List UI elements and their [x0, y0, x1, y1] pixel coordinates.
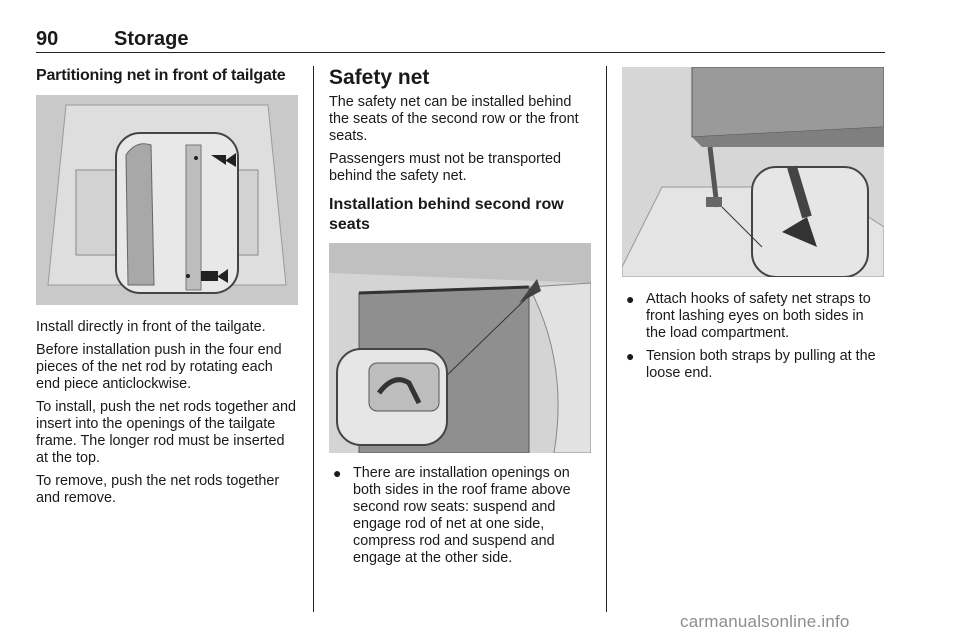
page-header — [36, 26, 885, 53]
list-item — [622, 348, 886, 382]
paragraph: Install directly in front of the tailgate. — [36, 319, 266, 335]
left-column — [36, 67, 300, 513]
bullet-icon: ● — [333, 465, 342, 481]
bullet-icon: ● — [626, 291, 635, 307]
paragraph: To install, push the net rods together and insert into the openings of the tailgate frame. The longer rod must be inserted at the top. — [36, 399, 297, 466]
list-item-text: Tension both straps by pulling at the loose end. — [646, 348, 876, 381]
page-number: 90 — [36, 28, 59, 50]
paragraph: Passengers must not be transported behind the safety net. — [329, 151, 561, 184]
paragraph: Before installation push in the four end pieces of the net rod by rotating each end piece anticlockwise. — [36, 342, 282, 392]
section-title-safety-net: Safety net — [329, 66, 430, 89]
list-item-text: Attach hooks of safety net straps to front lashing eyes on both sides in the load compartment. — [646, 291, 871, 341]
tailgate-illustration — [36, 95, 298, 305]
safety-net-illustration — [329, 243, 591, 453]
bullet-list — [329, 465, 593, 567]
strap-illustration — [622, 67, 884, 277]
bullet-icon: ● — [626, 348, 635, 364]
tailgate-drawing — [36, 95, 298, 305]
paragraph: The safety net can be installed behind the seats of the second row or the front seats. — [329, 94, 579, 144]
right-column — [622, 67, 886, 388]
strap-drawing — [622, 67, 884, 277]
column-divider-left — [313, 66, 314, 612]
subsection-title: Installation behind second row seats — [329, 196, 564, 233]
section-title-partitioning-net: Partitioning net in front of tailgate — [36, 67, 286, 84]
column-divider-right — [606, 66, 607, 612]
list-item — [329, 465, 593, 567]
bullet-list — [622, 291, 886, 382]
paragraph: To remove, push the net rods together and remove. — [36, 473, 280, 506]
list-item-text: There are installation openings on both sides in the roof frame above second row seats: suspend and engage rod of net at one side, compress rod and suspend and engage at the other side. — [353, 465, 571, 566]
watermark: carmanualsonline.info — [680, 612, 850, 631]
safety-net-drawing — [329, 243, 591, 453]
list-item — [622, 291, 886, 342]
chapter-title: Storage — [114, 28, 189, 50]
middle-column — [329, 66, 593, 573]
